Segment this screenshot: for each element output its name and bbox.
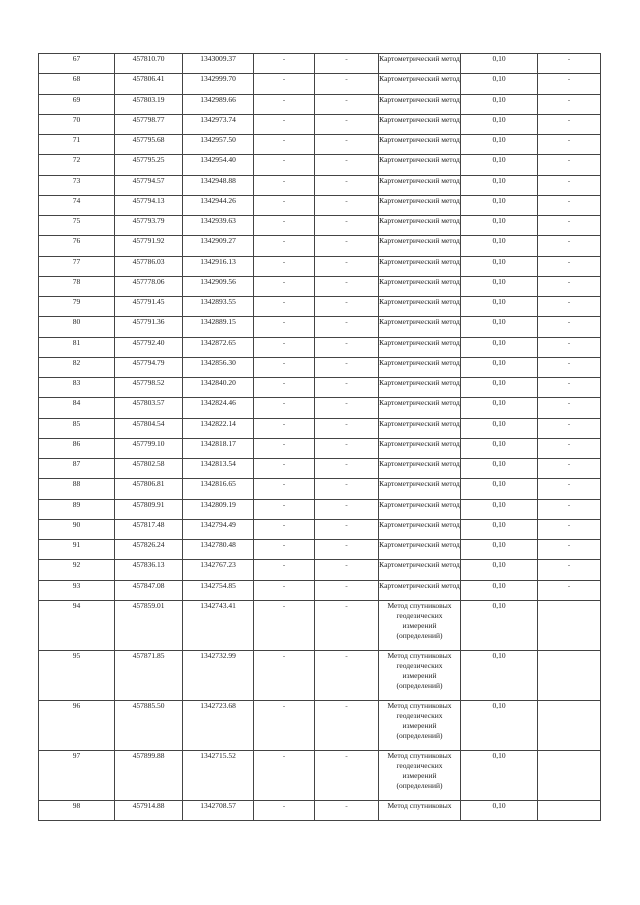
point-number-cell: 87	[39, 459, 115, 479]
x-coordinate-cell: 457798.77	[115, 114, 183, 134]
table-row	[39, 378, 601, 398]
y-coordinate-cell: 1342939.63	[183, 216, 254, 236]
point-number-cell: 73	[39, 175, 115, 195]
dash-cell-8	[538, 700, 601, 750]
dash-cell-8	[538, 750, 601, 800]
method-cell: Картометрический метод	[379, 297, 461, 317]
dash-cell-5: -	[315, 700, 379, 750]
dash-cell-8: -	[538, 317, 601, 337]
y-coordinate-cell: 1342856.30	[183, 357, 254, 377]
x-coordinate-cell: 457899.88	[115, 750, 183, 800]
method-cell: Картометрический метод	[379, 580, 461, 600]
method-cell: Картометрический метод	[379, 398, 461, 418]
point-number-cell: 83	[39, 378, 115, 398]
table-row	[39, 276, 601, 296]
method-cell: Картометрический метод	[379, 317, 461, 337]
accuracy-cell: 0,10	[461, 459, 538, 479]
y-coordinate-cell: 1342957.50	[183, 135, 254, 155]
accuracy-cell: 0,10	[461, 114, 538, 134]
dash-cell-8: -	[538, 135, 601, 155]
dash-cell-5: -	[315, 337, 379, 357]
accuracy-cell: 0,10	[461, 418, 538, 438]
point-number-cell: 75	[39, 216, 115, 236]
point-number-cell: 80	[39, 317, 115, 337]
accuracy-cell: 0,10	[461, 600, 538, 650]
y-coordinate-cell: 1342708.57	[183, 800, 254, 820]
method-cell: Метод спутниковых	[379, 800, 461, 820]
dash-cell-5: -	[315, 459, 379, 479]
y-coordinate-cell: 1342954.40	[183, 155, 254, 175]
x-coordinate-cell: 457803.57	[115, 398, 183, 418]
point-number-cell: 94	[39, 600, 115, 650]
table-row	[39, 74, 601, 94]
x-coordinate-cell: 457791.45	[115, 297, 183, 317]
dash-cell-5: -	[315, 276, 379, 296]
accuracy-cell: 0,10	[461, 378, 538, 398]
x-coordinate-cell: 457803.19	[115, 94, 183, 114]
dash-cell-4: -	[254, 216, 315, 236]
x-coordinate-cell: 457817.48	[115, 519, 183, 539]
point-number-cell: 97	[39, 750, 115, 800]
dash-cell-4: -	[254, 378, 315, 398]
table-body	[39, 54, 601, 821]
dash-cell-4: -	[254, 519, 315, 539]
accuracy-cell: 0,10	[461, 256, 538, 276]
dash-cell-4: -	[254, 337, 315, 357]
point-number-cell: 67	[39, 54, 115, 74]
method-cell: Картометрический метод	[379, 94, 461, 114]
accuracy-cell: 0,10	[461, 337, 538, 357]
dash-cell-5: -	[315, 236, 379, 256]
y-coordinate-cell: 1342840.20	[183, 378, 254, 398]
y-coordinate-cell: 1342818.17	[183, 438, 254, 458]
point-number-cell: 90	[39, 519, 115, 539]
point-number-cell: 74	[39, 195, 115, 215]
y-coordinate-cell: 1342780.48	[183, 540, 254, 560]
y-coordinate-cell: 1342794.49	[183, 519, 254, 539]
point-number-cell: 85	[39, 418, 115, 438]
dash-cell-5: -	[315, 398, 379, 418]
dash-cell-8: -	[538, 459, 601, 479]
dash-cell-5: -	[315, 256, 379, 276]
table-row	[39, 337, 601, 357]
dash-cell-5: -	[315, 135, 379, 155]
point-number-cell: 71	[39, 135, 115, 155]
x-coordinate-cell: 457871.85	[115, 650, 183, 700]
method-cell: Картометрический метод	[379, 459, 461, 479]
table-row	[39, 499, 601, 519]
point-number-cell: 98	[39, 800, 115, 820]
point-number-cell: 69	[39, 94, 115, 114]
table-row	[39, 800, 601, 820]
dash-cell-4: -	[254, 479, 315, 499]
dash-cell-4: -	[254, 195, 315, 215]
x-coordinate-cell: 457792.40	[115, 337, 183, 357]
method-cell: Картометрический метод	[379, 479, 461, 499]
table-row	[39, 114, 601, 134]
dash-cell-5: -	[315, 155, 379, 175]
dash-cell-4: -	[254, 74, 315, 94]
method-cell: Картометрический метод	[379, 256, 461, 276]
coordinates-table	[38, 53, 601, 821]
dash-cell-8: -	[538, 438, 601, 458]
method-cell: Метод спутниковых геодезических измерений (определений)	[379, 750, 461, 800]
accuracy-cell: 0,10	[461, 700, 538, 750]
method-cell: Картометрический метод	[379, 195, 461, 215]
x-coordinate-cell: 457859.01	[115, 600, 183, 650]
point-number-cell: 77	[39, 256, 115, 276]
table-row	[39, 317, 601, 337]
dash-cell-5: -	[315, 317, 379, 337]
y-coordinate-cell: 1342989.66	[183, 94, 254, 114]
dash-cell-8: -	[538, 54, 601, 74]
method-cell: Картометрический метод	[379, 236, 461, 256]
dash-cell-5: -	[315, 519, 379, 539]
dash-cell-4: -	[254, 459, 315, 479]
dash-cell-4: -	[254, 600, 315, 650]
dash-cell-8: -	[538, 276, 601, 296]
y-coordinate-cell: 1342715.52	[183, 750, 254, 800]
y-coordinate-cell: 1342809.19	[183, 499, 254, 519]
dash-cell-4: -	[254, 155, 315, 175]
accuracy-cell: 0,10	[461, 175, 538, 195]
method-cell: Картометрический метод	[379, 540, 461, 560]
x-coordinate-cell: 457791.36	[115, 317, 183, 337]
dash-cell-5: -	[315, 378, 379, 398]
y-coordinate-cell: 1342732.99	[183, 650, 254, 700]
dash-cell-5: -	[315, 499, 379, 519]
dash-cell-4: -	[254, 256, 315, 276]
dash-cell-5: -	[315, 297, 379, 317]
table-row	[39, 155, 601, 175]
point-number-cell: 93	[39, 580, 115, 600]
dash-cell-4: -	[254, 800, 315, 820]
dash-cell-5: -	[315, 560, 379, 580]
point-number-cell: 91	[39, 540, 115, 560]
table-row	[39, 418, 601, 438]
dash-cell-8	[538, 800, 601, 820]
point-number-cell: 81	[39, 337, 115, 357]
x-coordinate-cell: 457778.06	[115, 276, 183, 296]
dash-cell-5: -	[315, 216, 379, 236]
point-number-cell: 79	[39, 297, 115, 317]
dash-cell-8: -	[538, 499, 601, 519]
x-coordinate-cell: 457806.81	[115, 479, 183, 499]
dash-cell-5: -	[315, 800, 379, 820]
dash-cell-4: -	[254, 650, 315, 700]
x-coordinate-cell: 457791.92	[115, 236, 183, 256]
point-number-cell: 96	[39, 700, 115, 750]
y-coordinate-cell: 1342813.54	[183, 459, 254, 479]
method-cell: Картометрический метод	[379, 499, 461, 519]
dash-cell-5: -	[315, 580, 379, 600]
x-coordinate-cell: 457810.70	[115, 54, 183, 74]
dash-cell-4: -	[254, 357, 315, 377]
dash-cell-5: -	[315, 600, 379, 650]
x-coordinate-cell: 457795.68	[115, 135, 183, 155]
table-row	[39, 357, 601, 377]
table-row	[39, 519, 601, 539]
y-coordinate-cell: 1342816.65	[183, 479, 254, 499]
dash-cell-8: -	[538, 337, 601, 357]
y-coordinate-cell: 1342893.55	[183, 297, 254, 317]
x-coordinate-cell: 457802.58	[115, 459, 183, 479]
point-number-cell: 76	[39, 236, 115, 256]
accuracy-cell: 0,10	[461, 398, 538, 418]
y-coordinate-cell: 1343009.37	[183, 54, 254, 74]
dash-cell-5: -	[315, 479, 379, 499]
point-number-cell: 68	[39, 74, 115, 94]
method-cell: Картометрический метод	[379, 357, 461, 377]
table-row	[39, 256, 601, 276]
x-coordinate-cell: 457798.52	[115, 378, 183, 398]
method-cell: Картометрический метод	[379, 74, 461, 94]
accuracy-cell: 0,10	[461, 560, 538, 580]
dash-cell-4: -	[254, 540, 315, 560]
y-coordinate-cell: 1342909.56	[183, 276, 254, 296]
dash-cell-4: -	[254, 438, 315, 458]
dash-cell-4: -	[254, 114, 315, 134]
dash-cell-8: -	[538, 114, 601, 134]
dash-cell-8: -	[538, 418, 601, 438]
dash-cell-8: -	[538, 256, 601, 276]
dash-cell-8: -	[538, 398, 601, 418]
dash-cell-4: -	[254, 580, 315, 600]
dash-cell-5: -	[315, 650, 379, 700]
dash-cell-8: -	[538, 216, 601, 236]
table-row	[39, 700, 601, 750]
dash-cell-8: -	[538, 94, 601, 114]
dash-cell-4: -	[254, 135, 315, 155]
accuracy-cell: 0,10	[461, 74, 538, 94]
dash-cell-8: -	[538, 74, 601, 94]
table-row	[39, 216, 601, 236]
y-coordinate-cell: 1342999.70	[183, 74, 254, 94]
accuracy-cell: 0,10	[461, 54, 538, 74]
table-row	[39, 750, 601, 800]
dash-cell-8: -	[538, 580, 601, 600]
dash-cell-5: -	[315, 195, 379, 215]
method-cell: Картометрический метод	[379, 135, 461, 155]
table-row	[39, 459, 601, 479]
point-number-cell: 84	[39, 398, 115, 418]
method-cell: Картометрический метод	[379, 337, 461, 357]
accuracy-cell: 0,10	[461, 540, 538, 560]
accuracy-cell: 0,10	[461, 499, 538, 519]
x-coordinate-cell: 457794.79	[115, 357, 183, 377]
dash-cell-4: -	[254, 94, 315, 114]
dash-cell-5: -	[315, 750, 379, 800]
x-coordinate-cell: 457799.10	[115, 438, 183, 458]
dash-cell-5: -	[315, 418, 379, 438]
method-cell: Картометрический метод	[379, 438, 461, 458]
dash-cell-8: -	[538, 297, 601, 317]
accuracy-cell: 0,10	[461, 800, 538, 820]
method-cell: Картометрический метод	[379, 418, 461, 438]
table-row	[39, 236, 601, 256]
y-coordinate-cell: 1342948.88	[183, 175, 254, 195]
x-coordinate-cell: 457804.54	[115, 418, 183, 438]
method-cell: Картометрический метод	[379, 560, 461, 580]
dash-cell-5: -	[315, 74, 379, 94]
dash-cell-5: -	[315, 94, 379, 114]
x-coordinate-cell: 457847.08	[115, 580, 183, 600]
table-row	[39, 94, 601, 114]
accuracy-cell: 0,10	[461, 519, 538, 539]
accuracy-cell: 0,10	[461, 750, 538, 800]
table-row	[39, 650, 601, 700]
method-cell: Метод спутниковых геодезических измерений (определений)	[379, 700, 461, 750]
y-coordinate-cell: 1342822.14	[183, 418, 254, 438]
point-number-cell: 95	[39, 650, 115, 700]
table-row	[39, 175, 601, 195]
dash-cell-8: -	[538, 540, 601, 560]
dash-cell-8: -	[538, 195, 601, 215]
x-coordinate-cell: 457809.91	[115, 499, 183, 519]
point-number-cell: 82	[39, 357, 115, 377]
dash-cell-4: -	[254, 175, 315, 195]
dash-cell-8	[538, 650, 601, 700]
dash-cell-8: -	[538, 560, 601, 580]
method-cell: Картометрический метод	[379, 519, 461, 539]
method-cell: Картометрический метод	[379, 54, 461, 74]
y-coordinate-cell: 1342754.85	[183, 580, 254, 600]
accuracy-cell: 0,10	[461, 580, 538, 600]
dash-cell-4: -	[254, 297, 315, 317]
accuracy-cell: 0,10	[461, 317, 538, 337]
dash-cell-4: -	[254, 236, 315, 256]
dash-cell-4: -	[254, 499, 315, 519]
accuracy-cell: 0,10	[461, 479, 538, 499]
dash-cell-4: -	[254, 700, 315, 750]
table-row	[39, 398, 601, 418]
dash-cell-8: -	[538, 519, 601, 539]
y-coordinate-cell: 1342889.15	[183, 317, 254, 337]
y-coordinate-cell: 1342824.46	[183, 398, 254, 418]
x-coordinate-cell: 457794.13	[115, 195, 183, 215]
dash-cell-4: -	[254, 750, 315, 800]
table-row	[39, 135, 601, 155]
dash-cell-8: -	[538, 236, 601, 256]
accuracy-cell: 0,10	[461, 297, 538, 317]
dash-cell-4: -	[254, 560, 315, 580]
accuracy-cell: 0,10	[461, 276, 538, 296]
x-coordinate-cell: 457793.79	[115, 216, 183, 236]
dash-cell-4: -	[254, 418, 315, 438]
y-coordinate-cell: 1342872.65	[183, 337, 254, 357]
accuracy-cell: 0,10	[461, 155, 538, 175]
point-number-cell: 89	[39, 499, 115, 519]
x-coordinate-cell: 457914.88	[115, 800, 183, 820]
dash-cell-8: -	[538, 479, 601, 499]
y-coordinate-cell: 1342973.74	[183, 114, 254, 134]
method-cell: Картометрический метод	[379, 378, 461, 398]
dash-cell-5: -	[315, 175, 379, 195]
dash-cell-8: -	[538, 175, 601, 195]
table-row	[39, 540, 601, 560]
dash-cell-5: -	[315, 438, 379, 458]
accuracy-cell: 0,10	[461, 357, 538, 377]
y-coordinate-cell: 1342767.23	[183, 560, 254, 580]
x-coordinate-cell: 457794.57	[115, 175, 183, 195]
y-coordinate-cell: 1342723.68	[183, 700, 254, 750]
table-row	[39, 438, 601, 458]
method-cell: Картометрический метод	[379, 175, 461, 195]
method-cell: Метод спутниковых геодезических измерений (определений)	[379, 600, 461, 650]
accuracy-cell: 0,10	[461, 650, 538, 700]
dash-cell-8	[538, 600, 601, 650]
y-coordinate-cell: 1342909.27	[183, 236, 254, 256]
y-coordinate-cell: 1342916.13	[183, 256, 254, 276]
x-coordinate-cell: 457836.13	[115, 560, 183, 580]
method-cell: Метод спутниковых геодезических измерений (определений)	[379, 650, 461, 700]
accuracy-cell: 0,10	[461, 135, 538, 155]
method-cell: Картометрический метод	[379, 114, 461, 134]
accuracy-cell: 0,10	[461, 438, 538, 458]
point-number-cell: 70	[39, 114, 115, 134]
y-coordinate-cell: 1342743.41	[183, 600, 254, 650]
dash-cell-5: -	[315, 114, 379, 134]
point-number-cell: 78	[39, 276, 115, 296]
accuracy-cell: 0,10	[461, 94, 538, 114]
x-coordinate-cell: 457786.03	[115, 256, 183, 276]
dash-cell-8: -	[538, 357, 601, 377]
x-coordinate-cell: 457826.24	[115, 540, 183, 560]
dash-cell-5: -	[315, 357, 379, 377]
table-row	[39, 297, 601, 317]
accuracy-cell: 0,10	[461, 216, 538, 236]
point-number-cell: 88	[39, 479, 115, 499]
method-cell: Картометрический метод	[379, 216, 461, 236]
table-row	[39, 580, 601, 600]
dash-cell-5: -	[315, 540, 379, 560]
accuracy-cell: 0,10	[461, 236, 538, 256]
point-number-cell: 86	[39, 438, 115, 458]
dash-cell-4: -	[254, 276, 315, 296]
dash-cell-8: -	[538, 155, 601, 175]
dash-cell-4: -	[254, 398, 315, 418]
dash-cell-4: -	[254, 317, 315, 337]
table-row	[39, 479, 601, 499]
x-coordinate-cell: 457795.25	[115, 155, 183, 175]
point-number-cell: 72	[39, 155, 115, 175]
point-number-cell: 92	[39, 560, 115, 580]
x-coordinate-cell: 457806.41	[115, 74, 183, 94]
x-coordinate-cell: 457885.50	[115, 700, 183, 750]
dash-cell-8: -	[538, 378, 601, 398]
table-row	[39, 54, 601, 74]
accuracy-cell: 0,10	[461, 195, 538, 215]
dash-cell-5: -	[315, 54, 379, 74]
table-row	[39, 195, 601, 215]
method-cell: Картометрический метод	[379, 155, 461, 175]
table-row	[39, 560, 601, 580]
table-row	[39, 600, 601, 650]
dash-cell-4: -	[254, 54, 315, 74]
y-coordinate-cell: 1342944.26	[183, 195, 254, 215]
method-cell: Картометрический метод	[379, 276, 461, 296]
